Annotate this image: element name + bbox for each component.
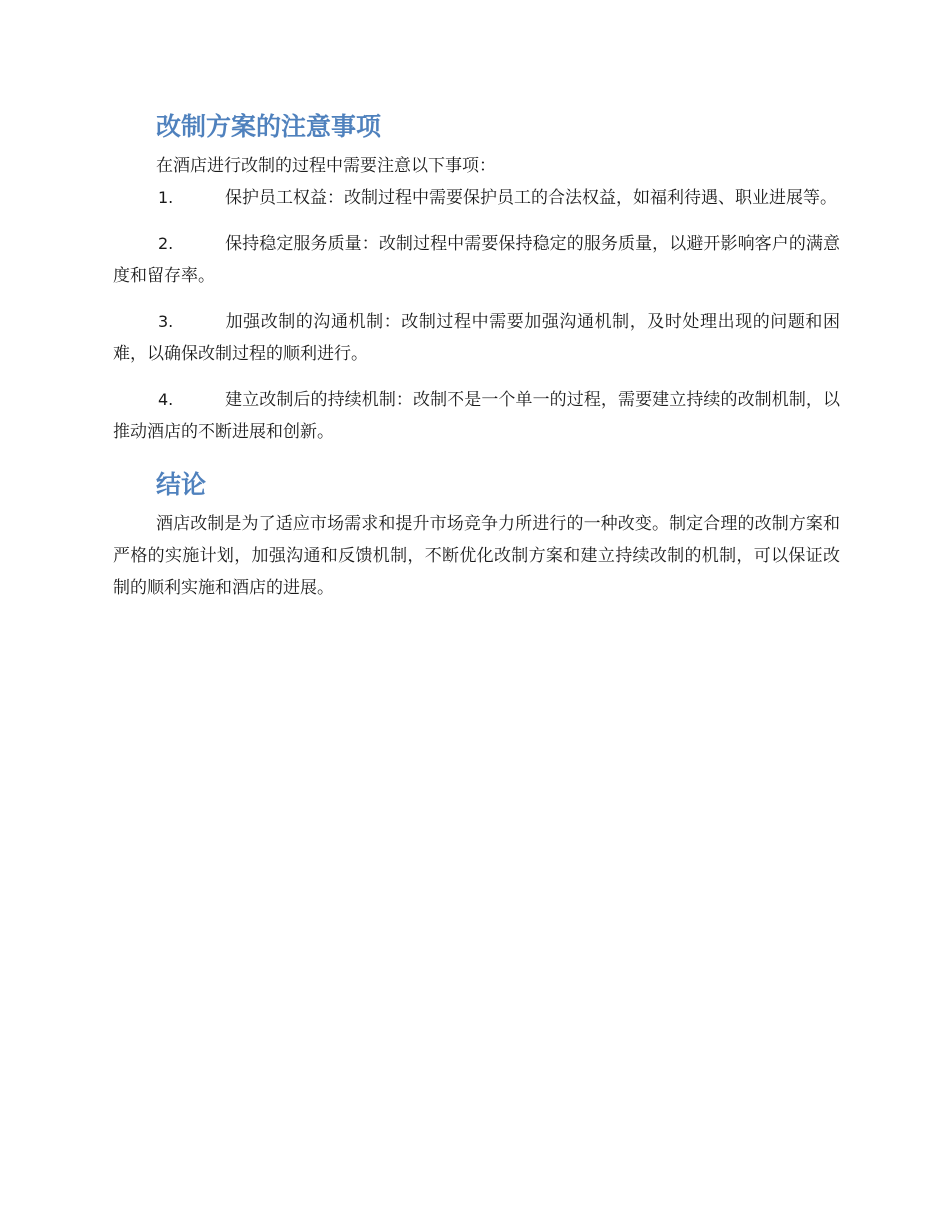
- document-content: [113, 104, 840, 604]
- list-item: [113, 384, 840, 448]
- list-text: 保持稳定服务质量：改制过程中需要保持稳定的服务质量，以避开影响客户的满意度和留存率。: [113, 234, 840, 286]
- list-text: 加强改制的沟通机制：改制过程中需要加强沟通机制，及时处理出现的问题和困难，以确保改制过程的顺利进行。: [113, 312, 840, 364]
- section-heading-conclusion: 结论: [156, 470, 207, 499]
- list-text: 建立改制后的持续机制：改制不是一个单一的过程，需要建立持续的改制机制，以推动酒店的不断进展和创新。: [113, 390, 840, 442]
- section-heading-notes: 改制方案的注意事项: [156, 112, 382, 141]
- conclusion-paragraph: 酒店改制是为了适应市场需求和提升市场竞争力所进行的一种改变。制定合理的改制方案和严格的实施计划，加强沟通和反馈机制，不断优化改制方案和建立持续改制的机制，可以保证改制的顺利实施和酒店的进展。: [113, 514, 840, 598]
- list-item: [113, 306, 840, 370]
- list-number: 4.: [158, 390, 174, 409]
- list-number: 3.: [158, 312, 174, 331]
- list-item: [113, 228, 840, 292]
- list-number: 1.: [158, 188, 174, 207]
- list-number: 2.: [158, 234, 174, 253]
- list-text: 保护员工权益：改制过程中需要保护员工的合法权益，如福利待遇、职业进展等。: [225, 188, 837, 208]
- section-intro: 在酒店进行改制的过程中需要注意以下事项：: [156, 156, 496, 176]
- list-item: [113, 182, 840, 214]
